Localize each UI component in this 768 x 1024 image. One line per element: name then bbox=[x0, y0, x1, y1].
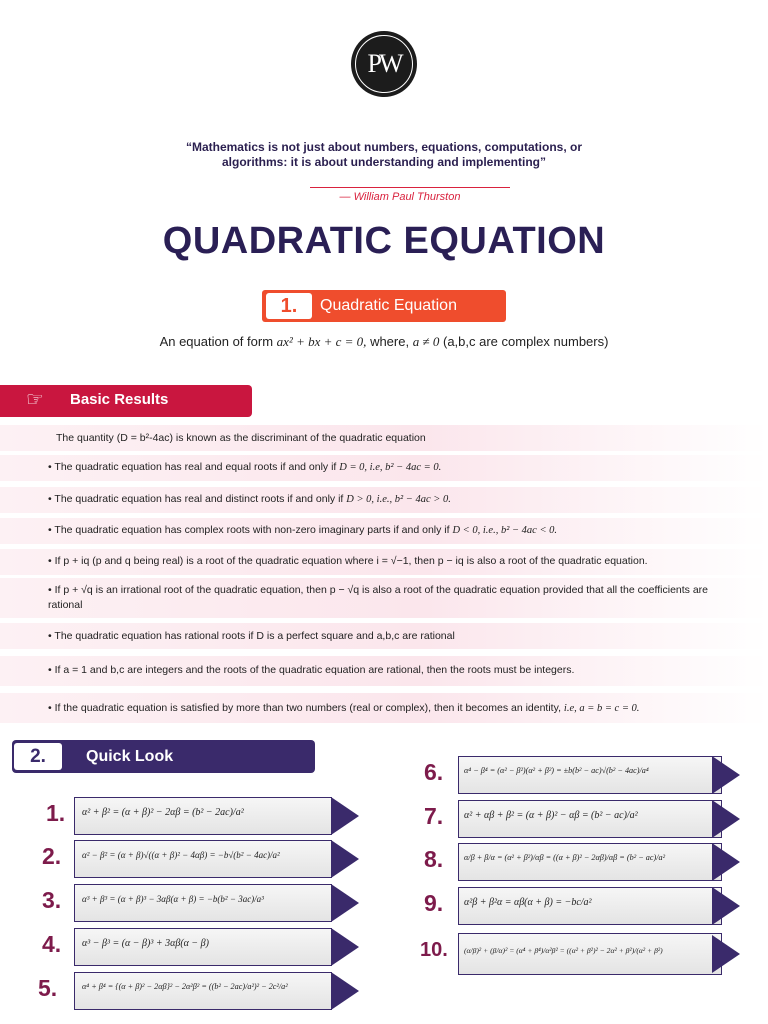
formula-card bbox=[30, 928, 360, 966]
result-text: • If p + √q is an irrational root of the quadratic equation, then p − √q is also a root of the quadratic equation provided that all the coefficients are rational bbox=[48, 584, 709, 611]
result-text: • The quadratic equation has complex roots with non-zero imaginary parts if and only if D < 0, i.e., b² − 4ac < 0. bbox=[48, 524, 558, 536]
formula-number: 9. bbox=[424, 890, 444, 916]
result-text: • The quadratic equation has real and distinct roots if and only if D > 0, i.e., b² − 4ac > 0. bbox=[48, 493, 451, 505]
section-2-label: Quick Look bbox=[86, 748, 174, 765]
formula-expression: α⁴ + β⁴ = {(α + β)² − 2αβ}² − 2α²β² = ((b² − 2ac)/a²)² − 2c²/a² bbox=[82, 982, 288, 991]
result-text: The quantity (D = b²-4ac) is known as the discriminant of the quadratic equation bbox=[56, 432, 426, 444]
result-row bbox=[0, 455, 768, 481]
formula-number: 5. bbox=[38, 975, 58, 1001]
formula-card bbox=[30, 840, 360, 878]
formula-expression: α² + αβ + β² = (α + β)² − αβ = (b² − ac)/a² bbox=[464, 810, 638, 821]
section-1-number: 1. bbox=[266, 293, 312, 319]
formula-number: 4. bbox=[42, 931, 62, 957]
result-row bbox=[0, 578, 768, 618]
formula-card bbox=[420, 933, 750, 975]
formula-number: 7. bbox=[424, 803, 444, 829]
basic-results-label: Basic Results bbox=[70, 391, 169, 408]
quote-text: “Mathematics is not just about numbers, equations, computations, or algorithms: it is about understanding and implementing” bbox=[185, 140, 583, 169]
result-row bbox=[0, 549, 768, 575]
quadratic-definition bbox=[0, 334, 768, 350]
arrow-icon bbox=[712, 756, 740, 794]
formula-card bbox=[420, 887, 750, 925]
result-text: • If a = 1 and b,c are integers and the roots of the quadratic equation are rational, then the roots must be integers. bbox=[48, 664, 575, 676]
formula-card bbox=[30, 972, 360, 1010]
result-math: D = 0, i.e, b² − 4ac = 0. bbox=[339, 462, 442, 473]
formula-expression: α³ + β³ = (α + β)³ − 3αβ(α + β) = −b(b² − 3ac)/a³ bbox=[82, 894, 264, 904]
formula-number: 6. bbox=[424, 759, 444, 785]
definition-prefix: An equation of form bbox=[159, 334, 274, 349]
result-row bbox=[0, 623, 768, 649]
result-row bbox=[0, 656, 768, 686]
section-2-number: 2. bbox=[14, 743, 62, 770]
arrow-icon bbox=[712, 800, 740, 838]
definition-suffix: (a,b,c are complex numbers) bbox=[442, 334, 609, 349]
arrow-icon bbox=[331, 840, 359, 878]
quote-divider bbox=[310, 187, 510, 188]
formula-card bbox=[420, 800, 750, 838]
formula-expression: α⁴ − β⁴ = (α² − β²)(α² + β²) = ±b(b² − ac)√(b² − 4ac)/a⁴ bbox=[464, 766, 649, 775]
formula-expression: α³ − β³ = (α − β)³ + 3αβ(α − β) bbox=[82, 938, 209, 949]
result-row bbox=[0, 425, 768, 451]
definition-condition: a ≠ 0 bbox=[412, 334, 440, 349]
definition-equation: ax² + bx + c = 0, bbox=[276, 334, 367, 349]
arrow-icon bbox=[712, 843, 740, 881]
result-text: • The quadratic equation has rational roots if D is a perfect square and a,b,c are rational bbox=[48, 630, 455, 642]
formula-number: 1. bbox=[46, 800, 66, 826]
arrow-icon bbox=[712, 887, 740, 925]
pointing-hand-icon: ☞ bbox=[26, 389, 44, 411]
arrow-icon bbox=[331, 884, 359, 922]
definition-where: where, bbox=[370, 334, 410, 349]
formula-card bbox=[420, 843, 750, 881]
result-row bbox=[0, 487, 768, 513]
result-row bbox=[0, 518, 768, 544]
formula-card bbox=[30, 884, 360, 922]
arrow-icon bbox=[331, 797, 359, 835]
formula-card bbox=[30, 797, 360, 835]
result-math: D > 0, i.e., b² − 4ac > 0. bbox=[346, 494, 451, 505]
formula-expression: α/β + β/α = (α² + β²)/αβ = ((α + β)² − 2αβ)/αβ = (b² − ac)/a² bbox=[464, 853, 666, 862]
formula-card bbox=[420, 756, 750, 794]
formula-number: 3. bbox=[42, 887, 62, 913]
pw-logo bbox=[351, 31, 417, 97]
section-1-label: Quadratic Equation bbox=[320, 297, 457, 314]
formula-expression: (α/β)² + (β/α)² = (α⁴ + β⁴)/α²β² = ((α² + β²)² − 2α² + β²)/(α² + β²) bbox=[464, 946, 663, 955]
formula-number: 8. bbox=[424, 846, 444, 872]
result-text: • If p + iq (p and q being real) is a root of the quadratic equation where i = √−1, then p − iq is also a root of the quadratic equation. bbox=[48, 555, 648, 567]
formula-expression: α²β + β²α = αβ(α + β) = −bc/a² bbox=[464, 897, 592, 908]
result-text: • The quadratic equation has real and equal roots if and only if D = 0, i.e, b² − 4ac = 0. bbox=[48, 461, 442, 473]
result-text: • If the quadratic equation is satisfied by more than two numbers (real or complex), then it becomes an identity, i.e, a = b = c = 0. bbox=[48, 702, 640, 714]
pw-logo-mark: PW bbox=[355, 35, 413, 93]
formula-number: 2. bbox=[42, 843, 62, 869]
arrow-icon bbox=[331, 928, 359, 966]
page-title: QUADRATIC EQUATION bbox=[162, 220, 606, 262]
formula-expression: α² − β² = (α + β)√((α + β)² − 4αβ) = −b√(b² − 4ac)/a² bbox=[82, 850, 280, 860]
quote-author: — William Paul Thurston bbox=[339, 191, 461, 203]
formula-number: 10. bbox=[420, 939, 448, 961]
result-row bbox=[0, 693, 768, 723]
result-math: D < 0, i.e., b² − 4ac < 0. bbox=[452, 525, 558, 536]
result-math: i.e, a = b = c = 0. bbox=[563, 703, 640, 714]
formula-expression: α² + β² = (α + β)² − 2αβ = (b² − 2ac)/a² bbox=[82, 807, 244, 818]
arrow-icon bbox=[331, 972, 359, 1010]
arrow-icon bbox=[712, 935, 740, 973]
